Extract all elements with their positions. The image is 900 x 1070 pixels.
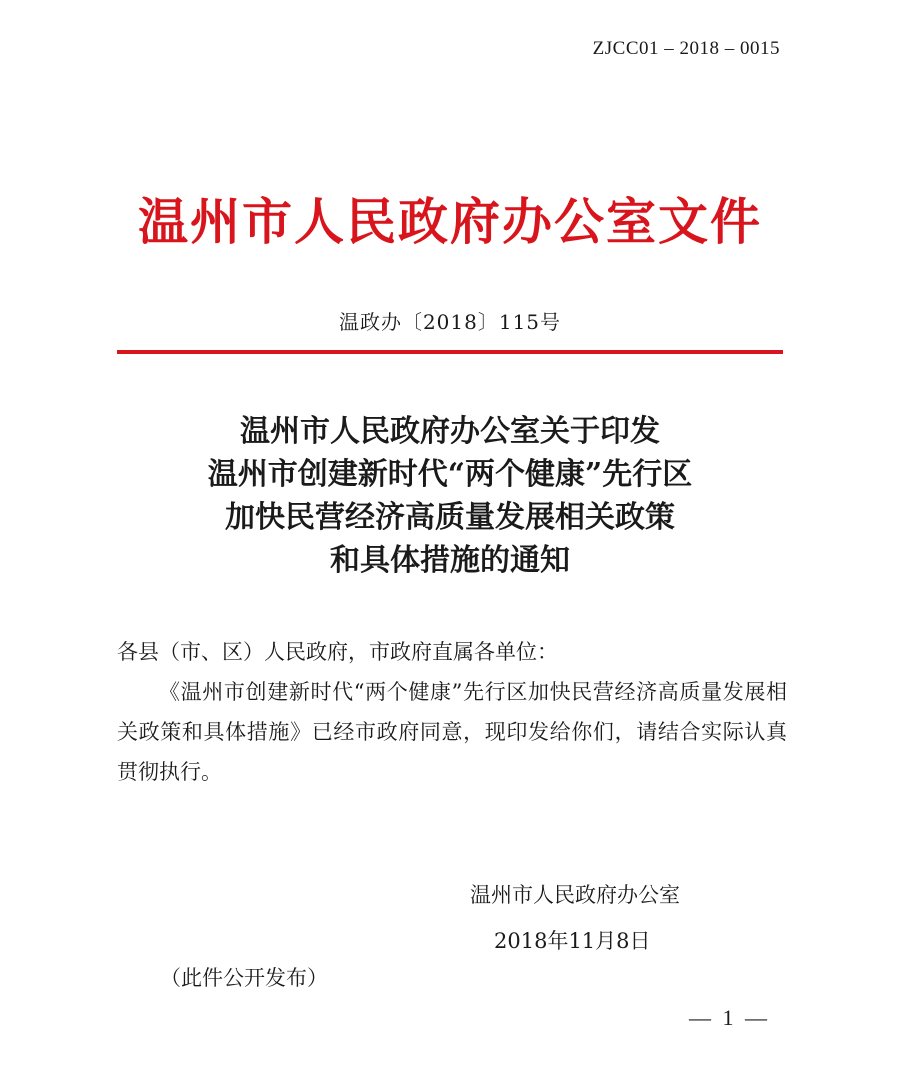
page-number: — 1 —: [689, 1005, 770, 1030]
title-line-2: 温州市创建新时代“两个健康”先行区: [207, 457, 693, 492]
title-line-3: 加快民营经济高质量发展相关政策: [225, 500, 675, 535]
document-body: [117, 632, 787, 792]
publish-note: （此件公开发布）: [160, 966, 328, 990]
body-paragraph: 《温州市创建新时代“两个健康”先行区加快民营经济高质量发展相关政策和具体措施》已经市政府同意，现印发给你们，请结合实际认真贯彻执行。: [117, 680, 787, 784]
document-title: [0, 410, 900, 582]
masthead-title: 温州市人民政府办公室文件: [138, 192, 762, 251]
document-code: ZJCC01 – 2018 – 0015: [592, 38, 780, 59]
salutation: 各县（市、区）人民政府，市政府直属各单位：: [117, 640, 558, 664]
document-number: 温政办〔2018〕115号: [338, 310, 562, 334]
title-line-1: 温州市人民政府办公室关于印发: [240, 414, 660, 449]
signature-block: [470, 872, 680, 964]
title-line-4: 和具体措施的通知: [330, 543, 570, 578]
issuer-name: 温州市人民政府办公室: [470, 883, 680, 907]
issue-date: 2018年11月8日: [494, 929, 651, 953]
red-divider-line: [117, 350, 783, 354]
